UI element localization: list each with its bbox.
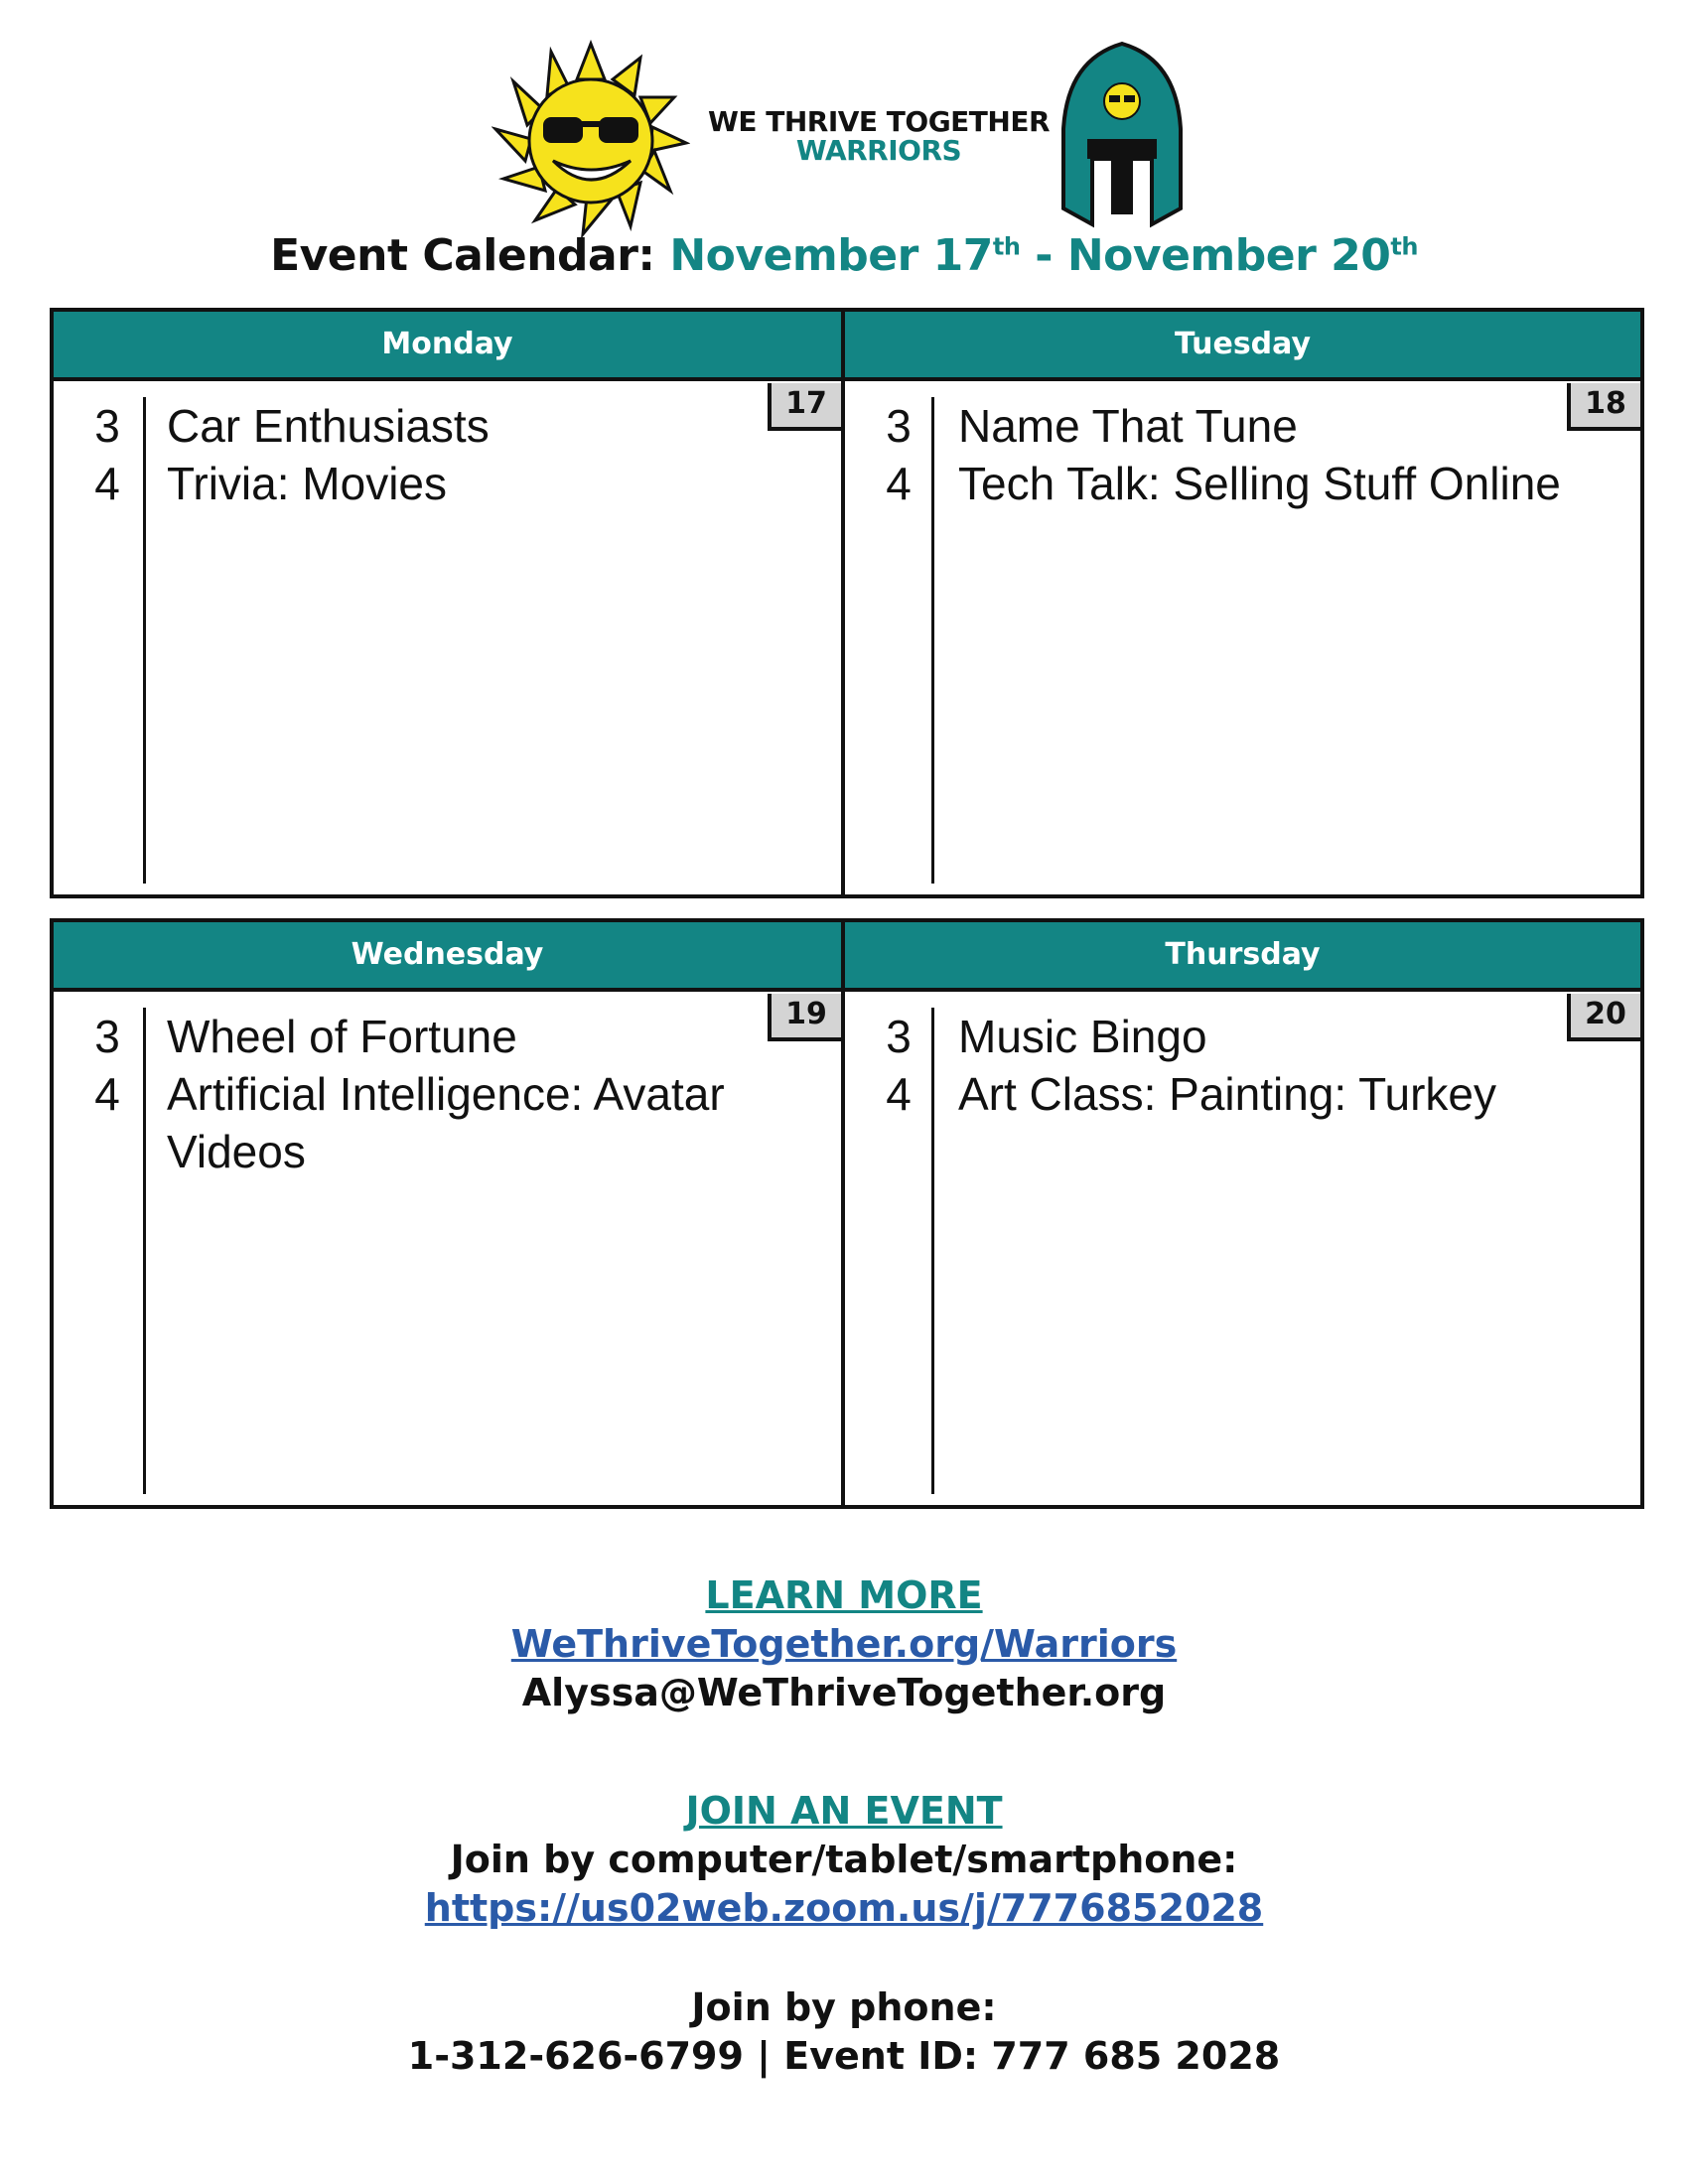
learn-more-link[interactable]: LEARN MORE — [705, 1573, 983, 1617]
zoom-meeting-link[interactable]: https://us02web.zoom.us/j/7776852028 — [424, 1886, 1264, 1930]
event-item — [873, 397, 1561, 455]
day-header: Tuesday — [845, 312, 1640, 381]
day-cell-tuesday — [845, 312, 1640, 894]
join-phone-row — [0, 1985, 1688, 2029]
event-list — [81, 397, 762, 512]
event-item — [873, 1065, 1561, 1123]
event-title: Artificial Intelligence: Avatar Videos — [167, 1068, 725, 1177]
event-item — [873, 1008, 1561, 1065]
calendar-title — [0, 230, 1688, 281]
event-hour: 4 — [94, 1068, 120, 1120]
event-list — [873, 397, 1561, 512]
event-title: Art Class: Painting: Turkey — [958, 1068, 1496, 1120]
day-number-badge: 18 — [1567, 383, 1640, 431]
event-hour: 3 — [886, 400, 912, 452]
event-item — [873, 455, 1561, 512]
day-header: Monday — [54, 312, 841, 381]
day-header: Thursday — [845, 922, 1640, 992]
event-hour: 4 — [886, 458, 912, 509]
calendar-week-row — [50, 918, 1644, 1509]
end-date-suffix: th — [1390, 232, 1418, 261]
day-number-badge: 20 — [1567, 994, 1640, 1041]
event-item — [81, 397, 762, 455]
warrior-helmet-logo — [1057, 40, 1187, 228]
event-list — [873, 1008, 1561, 1123]
event-title: Tech Talk: Selling Stuff Online — [958, 458, 1561, 509]
join-computer-label: Join by computer/tablet/smartphone: — [450, 1838, 1238, 1881]
event-list — [81, 1008, 762, 1180]
event-title: Car Enthusiasts — [167, 400, 490, 452]
phone-event-id: 1-312-626-6799 | Event ID: 777 685 2028 — [407, 2034, 1281, 2078]
event-title: Wheel of Fortune — [167, 1011, 517, 1062]
day-header: Wednesday — [54, 922, 841, 992]
event-hour: 3 — [94, 400, 120, 452]
calendar-week-row — [50, 308, 1644, 898]
org-subname: WARRIORS — [795, 134, 962, 168]
event-title: Name That Tune — [958, 400, 1298, 452]
day-cell-monday — [54, 312, 845, 894]
day-number-badge: 19 — [768, 994, 841, 1041]
email-row — [0, 1671, 1688, 1714]
date-separator: - — [1020, 230, 1067, 281]
event-item — [81, 1008, 762, 1065]
event-hour: 4 — [886, 1068, 912, 1120]
day-cell-thursday — [845, 922, 1640, 1505]
join-phone-label: Join by phone: — [691, 1985, 997, 2029]
event-hour: 3 — [94, 1011, 120, 1062]
event-hour: 3 — [886, 1011, 912, 1062]
end-date: November 20 — [1066, 230, 1391, 281]
org-name: WE THRIVE TOGETHER — [707, 105, 1051, 138]
join-computer-row — [0, 1838, 1688, 1881]
event-title: Trivia: Movies — [167, 458, 447, 509]
event-title: Music Bingo — [958, 1011, 1207, 1062]
sun-mascot-logo — [492, 40, 690, 238]
start-date-suffix: th — [992, 232, 1021, 261]
website-link[interactable]: WeThriveTogether.org/Warriors — [510, 1622, 1178, 1666]
phone-info-row — [0, 2034, 1688, 2078]
zoom-link-row — [0, 1886, 1688, 1930]
day-cell-wednesday — [54, 922, 845, 1505]
calendar-date-range — [669, 230, 1418, 281]
join-event-heading[interactable] — [0, 1789, 1688, 1833]
calendar-title-prefix: Event Calendar: — [270, 230, 655, 281]
learn-more-heading[interactable] — [0, 1573, 1688, 1617]
day-number-badge: 17 — [768, 383, 841, 431]
start-date: November 17 — [669, 230, 993, 281]
event-item — [81, 1065, 762, 1180]
event-item — [81, 455, 762, 512]
website-row — [0, 1622, 1688, 1666]
contact-email: Alyssa@WeThriveTogether.org — [521, 1671, 1167, 1714]
org-title — [695, 107, 1062, 166]
join-event-link[interactable]: JOIN AN EVENT — [685, 1789, 1003, 1833]
event-hour: 4 — [94, 458, 120, 509]
